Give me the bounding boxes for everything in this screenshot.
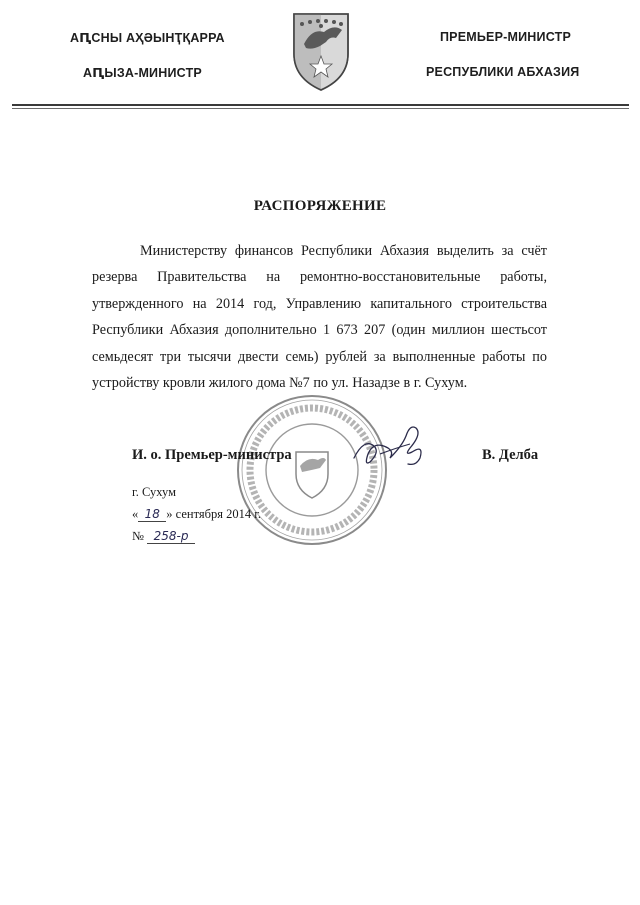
- header-left-line2: АԤЫЗА-МИНИСТР: [83, 66, 202, 80]
- header-right-line2: РЕСПУБЛИКИ АБХАЗИЯ: [426, 65, 580, 79]
- handwritten-signature-icon: [350, 418, 440, 478]
- date-rest: » сентября 2014 г.: [166, 507, 262, 521]
- header-rule-thin: [12, 108, 629, 109]
- header-rule-thick: [12, 104, 629, 106]
- number-line: [132, 529, 195, 544]
- date-day: 18: [138, 507, 166, 522]
- header-right-line1: ПРЕМЬЕР-МИНИСТР: [440, 30, 571, 44]
- date-line: [132, 507, 261, 522]
- number-prefix: №: [132, 529, 144, 543]
- document-body: Министерству финансов Республики Абхазия выделить за счёт резерва Правительства на ремонтно-восстановительные работы, утвержденного на 2014 год, Управлению капитального строительства Республики Абхазия дополнительно 1 673 207 (один миллион шестьсот семьдесят три тысячи двести семь) рублей за выполненные работы по устройству кровли жилого дома №7 по ул. Назадзе в г. Сухум.: [92, 243, 547, 392]
- date-open-quote: «: [132, 507, 139, 521]
- signer-name: В. Делба: [482, 447, 539, 463]
- city: г. Сухум: [132, 485, 177, 499]
- header-left-line1: АԤСНЫ АҲӘЫНҬҚАРРА: [70, 31, 225, 45]
- signer-title: И. о. Премьер-министра: [132, 447, 292, 463]
- number-value: 258-р: [147, 529, 195, 544]
- document-title: РАСПОРЯЖЕНИЕ: [253, 198, 387, 214]
- abkhazia-coat-of-arms-icon: [290, 10, 352, 92]
